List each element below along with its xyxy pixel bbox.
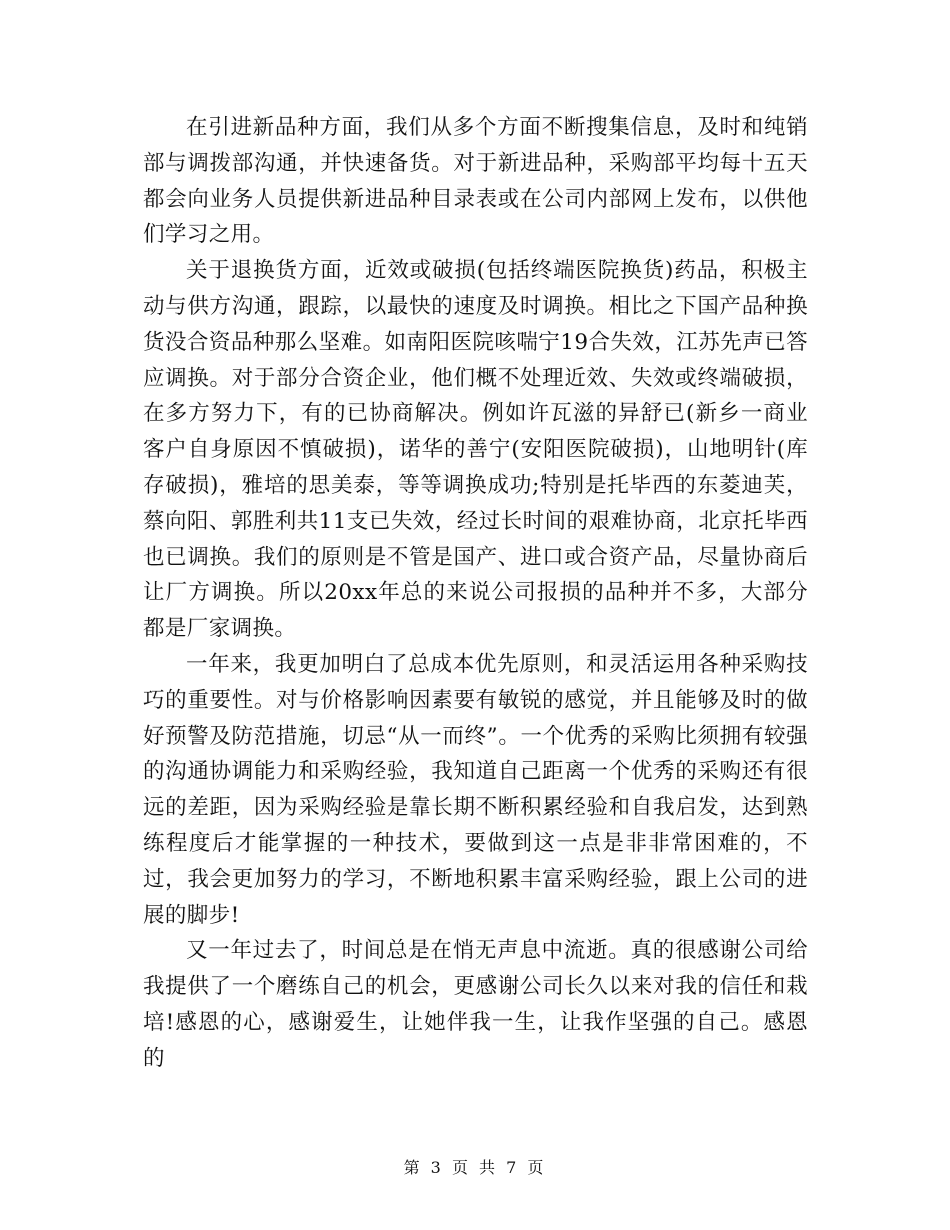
paragraph-year-review: 一年来，我更加明白了总成本优先原则，和灵活运用各种采购技巧的重要性。对与价格影响因素要有敏锐的感觉，并且能够及时的做好预警及防范措施，切忌“从一而终”。一个优秀的采购比须拥有较强的沟通协调能力和采购经验，我知道自己距离一个优秀的采购还有很远的差距，因为采购经验是靠长期不断积累经验和自我启发，达到熟练程度后才能掌握的一种技术，要做到这一点是非非常困难的，不过，我会更加努力的学习，不断地积累丰富采购经验，跟上公司的进展的脚步! (143, 651, 808, 928)
paragraph-new-varieties: 在引进新品种方面，我们从多个方面不断搜集信息，及时和纯销部与调拨部沟通，并快速备货。对于新进品种，采购部平均每十五天都会向业务人员提供新进品种目录表或在公司内部网上发布，以供他们学习之用。 (143, 115, 808, 248)
paragraph-returns-exchanges: 关于退换货方面，近效或破损(包括终端医院换货)药品，积极主动与供方沟通，跟踪，以最快的速度及时调换。相比之下国产品种换货没合资品种那么坚难。如南阳医院咳喘宁19合失效，江苏先声已答应调换。对于部分合资企业，他们概不处理近效、失效或终端破损，在多方努力下，有的已协商解决。例如许瓦滋的异舒已(新乡一商业客户自身原因不慎破损)，诺华的善宁(安阳医院破损)，山地明针(库存破损)，雅培的思美泰，等等调换成功;特别是托毕西的东菱迪芙，蔡向阳、郭胜利共11支已失效，经过长时间的艰难协商，北京托毕西也已调换。我们的原则是不管是国产、进口或合资产品，尽量协商后让厂方调换。所以20xx年总的来说公司报损的品种并不多，大部分都是厂家调换。 (143, 258, 808, 642)
document-body (143, 110, 808, 1077)
paragraph-gratitude: 又一年过去了，时间总是在悄无声息中流逝。真的很感谢公司给我提供了一个磨练自己的机会，更感谢公司长久以来对我的信任和栽培!感恩的心，感谢爱生，让她伴我一生，让我作坚强的自己。感恩的 (143, 938, 808, 1071)
page-number-footer: 第 3 页 共 7 页 (403, 1158, 547, 1177)
